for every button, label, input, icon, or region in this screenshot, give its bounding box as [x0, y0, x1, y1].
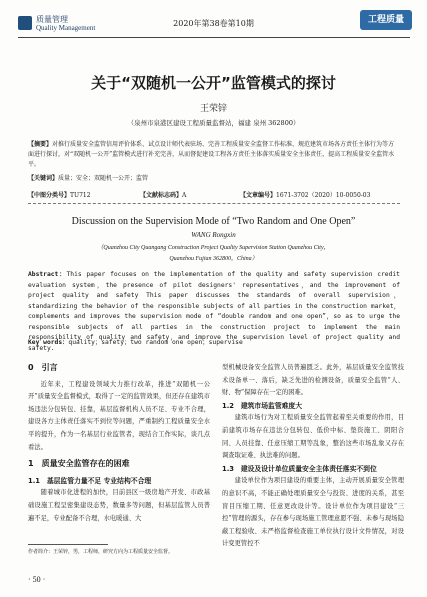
document-code: 【文献标志码】A	[140, 192, 187, 199]
english-abstract-label: Abstract：	[28, 271, 67, 278]
paragraph: 建设单位作为项目建设的重要主体，主动开展质量安全管理的意识不高，不能正确处理质量安全与投资、进度的关系，甚至盲目压缩工期、任意更改设计等。设计单位作为项目建设“三控”管理的源头，存在参与现场施工管理意愿不强、未参与现场隐蔽工程验收、未严格监督检查施工单位执行设计文件情况，对设计变更管控不	[222, 477, 404, 548]
article-title: 关于“双随机一公开”监管模式的探讨	[91, 74, 336, 92]
subsection-heading: 1.3 建设及设计单位质量安全主体责任落实不到位	[222, 464, 377, 473]
author-footnote: 作者简介：王荣锌，男，工程师，研究方向为工程质量安全监督。	[28, 549, 174, 555]
abstract-cn	[28, 140, 400, 170]
keywords-text: 质量；安全；双随机一公开；监管	[58, 175, 149, 182]
abstract-text: 对推行质量安全监管信用评价体系、试点设计师代表驻场、完善工程质量安全监督工作标准、规范建筑市场各方责任主体行为等方面进行探讨，对“双随机一公开”监管模式进行补充完善，从而督促建设工程各方责任主体落实质量安全主体责任，提高工程质量安全监管水平。	[28, 141, 395, 168]
article-id: 【文章编号】1671-3702（2020）10-0050-03	[240, 192, 371, 199]
keywords-cn	[28, 174, 400, 184]
section-heading: 0 引言	[28, 363, 58, 372]
page-number: · 50 ·	[28, 575, 46, 584]
abstract-label: 【摘要】	[28, 141, 53, 148]
issue-info: 2020年第38卷第10期	[173, 19, 254, 28]
english-keywords-label: Key words：	[28, 339, 69, 346]
subsection-heading: 1.1 基层监管力量不足 专业结构不合理	[28, 476, 152, 485]
keywords-label: 【关键词】	[28, 175, 59, 182]
section-divider	[28, 203, 400, 204]
clc-code: 【中图分类号】TU712	[28, 192, 91, 199]
paragraph: 随着城市化进程的加快，目前县区一级房地产开发、市政基础设施工程呈密集建设态势，数量多等问题，但基层监管人员普遍不足，专业配备不合理，水电暖通、大	[28, 489, 210, 522]
body-column-left	[28, 362, 210, 525]
paragraph: 型机械设备安全监管人员普遍匮乏。此外，基层质量安全监管技术设备单一、落后，缺乏先进的检测设备，质量安全监管“人、财、物”保障存在一定的困难。	[222, 364, 404, 397]
english-abstract-text: This paper focuses on the implementation of the quality and safety supervision credit evaluation system，the presence of pilot designers' representatives，and the improvement of project quality and safety This paper discusses the standards of overall supervision，standardizing the behavior of the responsible subjects of all parties in the construction market，complements and improves the supervision mode of “double random and one open”，so as to urge the responsible subjects of all parties in the construction project to implement the main responsibility of quality and safety，and improve the supervision level of project quality and safety.	[28, 271, 400, 352]
english-keywords	[28, 337, 400, 346]
column-badge: 工程质量	[360, 10, 412, 30]
english-affiliation: （Quanzhou City Quangang Construction Project Quality Supervision Station Quanzhou City， Quanzhou Fujian 362800，China）	[97, 245, 330, 262]
body-column-right	[222, 362, 404, 551]
author-name: 王荣锌	[199, 104, 227, 114]
subsection-heading: 1.2 建筑市场监管难度大	[222, 401, 303, 410]
author-affiliation: （泉州市泉港区建设工程质量监督站，福建 泉州 362800）	[127, 119, 300, 127]
section-heading: 1 质量安全监管存在的困难	[28, 459, 130, 469]
english-author: WANG Rongxin	[191, 231, 236, 239]
footnote-divider	[28, 544, 108, 545]
english-keywords-text: quality；safety；two random one open；supervise	[68, 339, 243, 346]
header-divider	[18, 37, 410, 38]
journal-name-cn: 质量管理	[36, 15, 68, 24]
journal-name-en: Quality Management	[36, 24, 96, 32]
paragraph: 建筑市场行为对工程质量安全监管起着至关重要的作用，目前建筑市场存在违法分包转包、低价中标、垫资施工、阴阳合同、人员挂靠、任意压缩工期等乱象，整治这些市场乱象又存在调查取证难、执法难的问题。	[222, 414, 404, 460]
paragraph: 近年来，工程建设领域大力推行改革，推进“双随机一公开”质量安全监督模式，取得了一定的监管效果，但还存在建筑市场违法分包转包、挂靠，基层监督机构人员不足、专业不合理，建设各方主体责任落实不到位等问题，严重制约工程质量安全水平的提升，作为一名基层行业监管者，现结合工作实际，谈几点看法。	[28, 380, 210, 451]
english-title: Discussion on the Supervision Mode of “Two Random and One Open”	[71, 216, 356, 227]
